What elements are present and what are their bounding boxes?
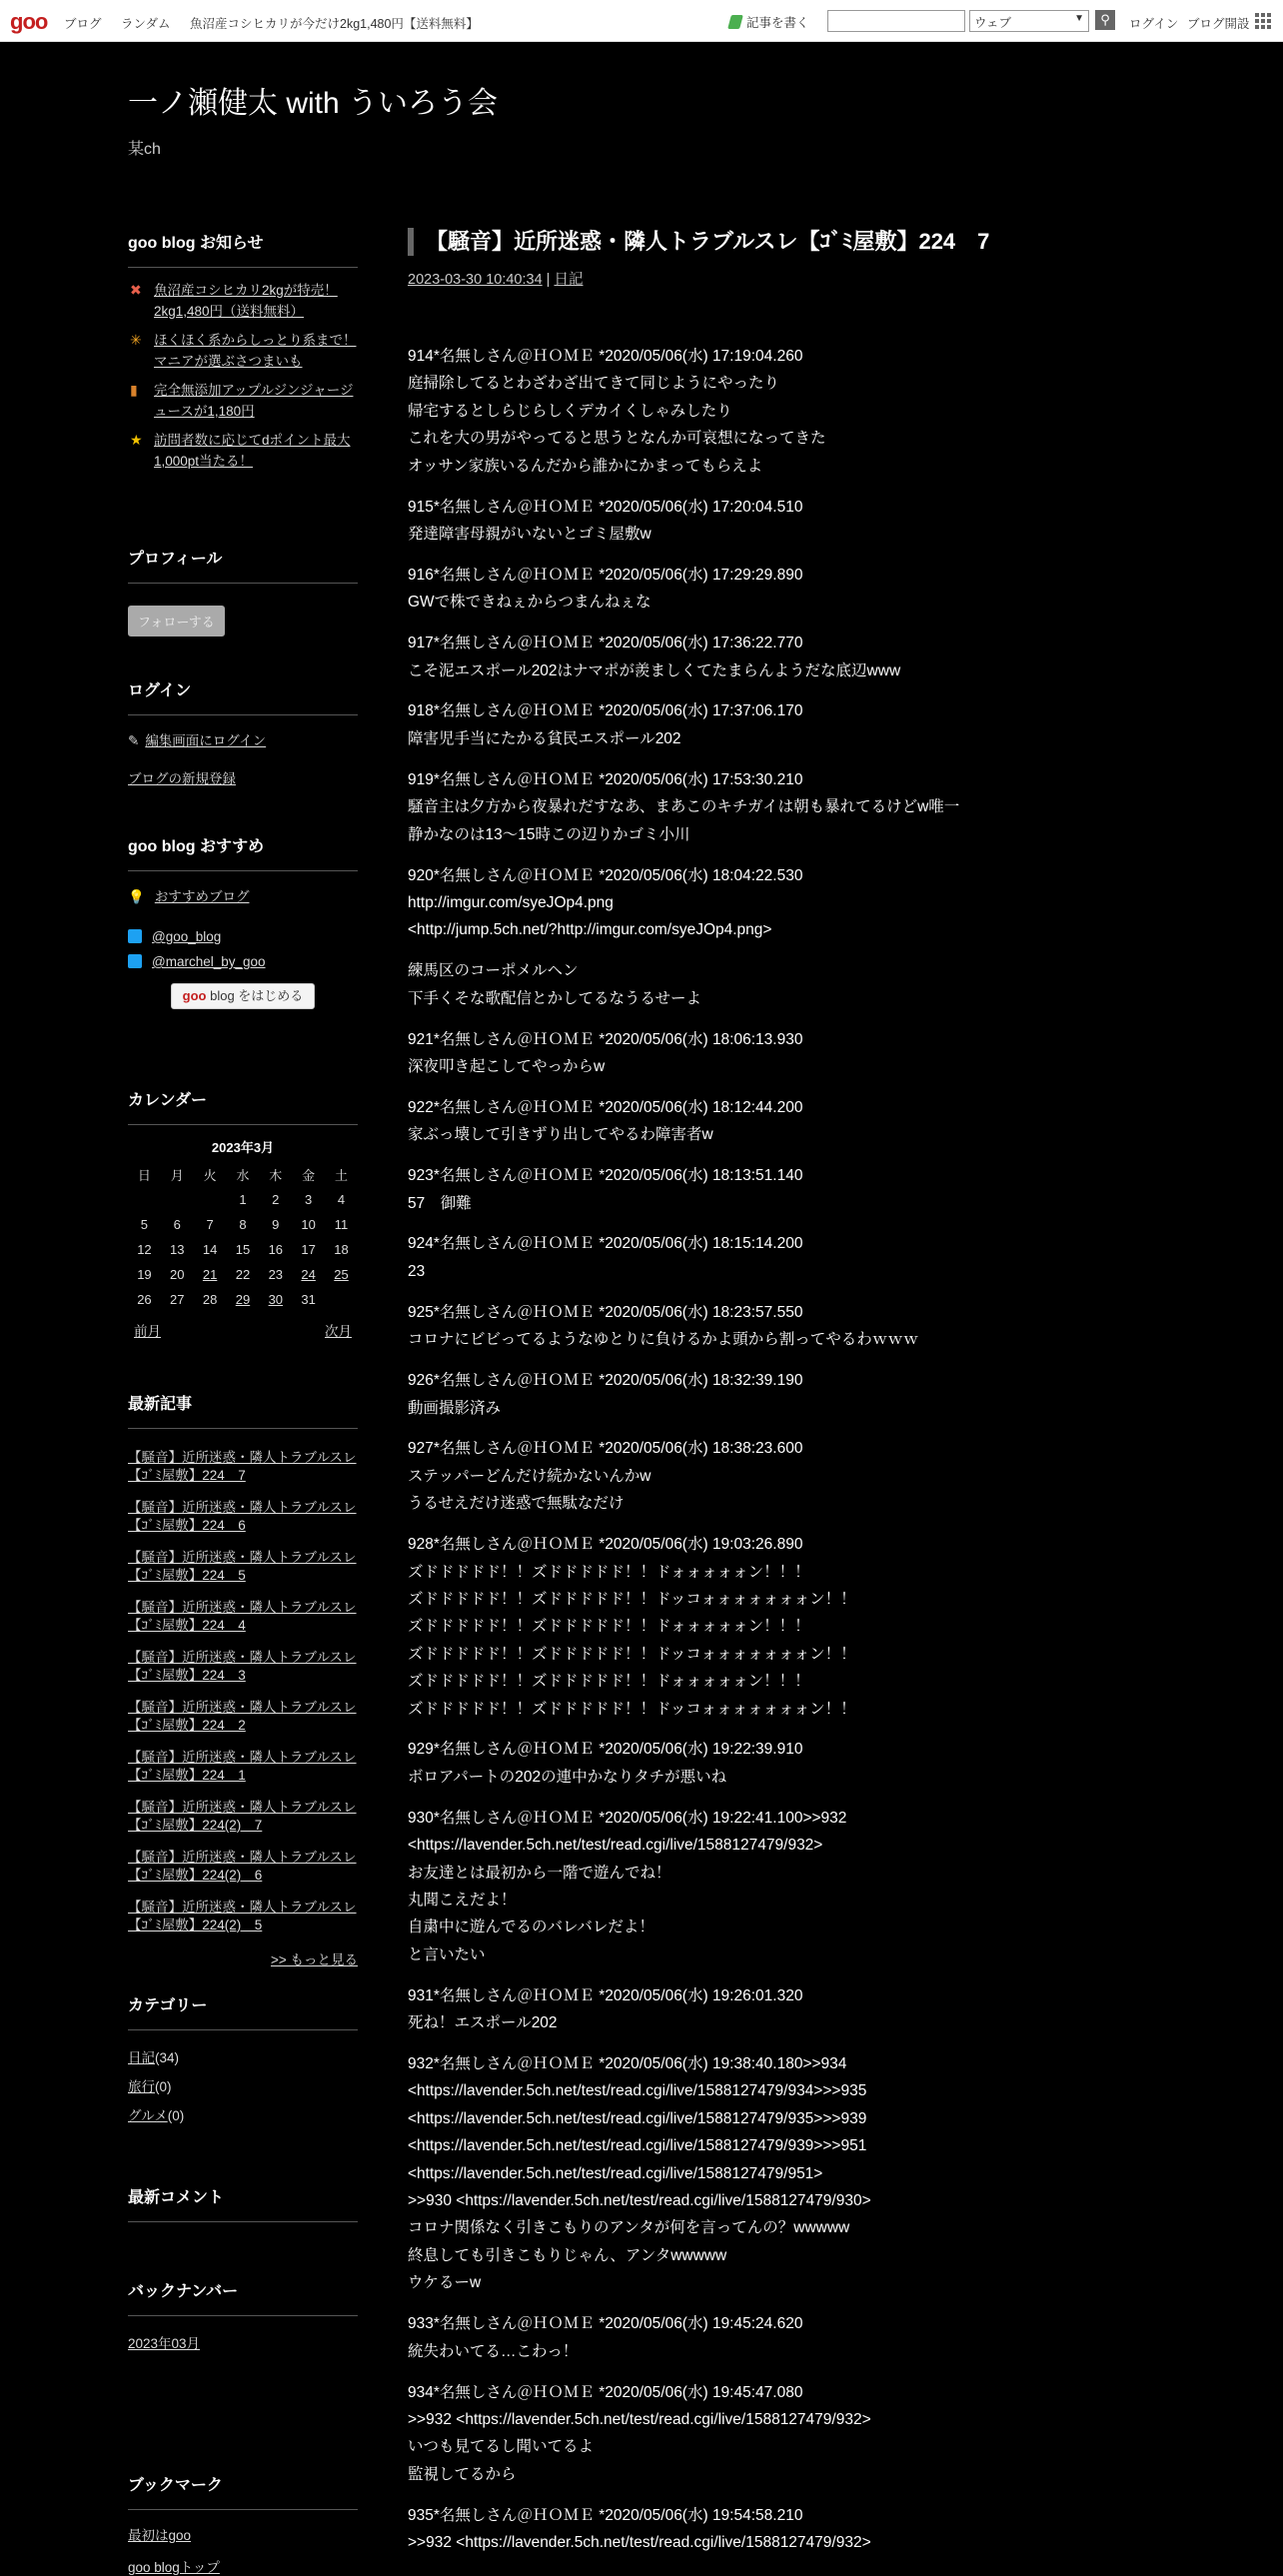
twitter-row[interactable] bbox=[128, 954, 358, 969]
calendar-heading: カレンダー bbox=[128, 1087, 358, 1125]
calendar-day[interactable]: 21 bbox=[202, 1267, 218, 1282]
calendar-nav bbox=[128, 1320, 358, 1340]
calendar-day: 3 bbox=[305, 1192, 313, 1207]
calendar-day: 6 bbox=[173, 1217, 181, 1232]
calendar-day: 11 bbox=[334, 1217, 349, 1232]
calendar-day: 26 bbox=[137, 1292, 152, 1307]
calendar-day: 16 bbox=[268, 1242, 284, 1257]
top-nav bbox=[64, 14, 495, 32]
post-paragraph: 927*名無しさん＠ＨＯＭＥ *2020/05/06(水) 18:38:23.600 ステッパーどんだけ続かないんかw うるせえだけ迷惑で無駄なだけ bbox=[408, 1440, 803, 1513]
goo-brand: goo bbox=[182, 988, 207, 1003]
edit-login-row[interactable] bbox=[128, 729, 358, 749]
category-section bbox=[128, 1992, 358, 2133]
calendar-day bbox=[161, 1187, 194, 1212]
post-paragraph: 932*名無しさん＠ＨＯＭＥ *2020/05/06(水) 19:38:40.180>>934 <https://lavender.5ch.net/test/read.cgi/live/1588127479/934>>>935 <https://lavender.5ch.net/test/read.cgi/live/1588127479/935>>>939 <https://lavender.5ch.net/test/read.cgi/live/1588127479/939>>>951 <https://lavender.5ch.net/test/read.cgi/live/1588127479/951> >>930 <https://lavender.5ch.net/test/read.cgi/live/1588127479/930> コロナ関係なく引きこもりのアンタが何を言ってんの？wwwww 終息しても引きこもりじゃん、アンタwwwww ウケるーw bbox=[408, 2055, 871, 2292]
post-paragraph: 931*名無しさん＠ＨＯＭＥ *2020/05/06(水) 19:26:01.320 死ね！エスポール202 bbox=[408, 1986, 803, 2032]
twitter-row[interactable] bbox=[128, 929, 358, 944]
recommend-heading: goo blog おすすめ bbox=[128, 833, 358, 871]
category-heading: カテゴリー bbox=[128, 1992, 358, 2030]
post-title[interactable]: 【騒音】近所迷惑・隣人トラブルスレ【ｺﾞﾐ屋敷】224 7 bbox=[408, 228, 1087, 256]
calendar-day: 12 bbox=[137, 1242, 152, 1257]
calendar-month: 2023年3月 bbox=[211, 1140, 275, 1155]
twitter-icon bbox=[128, 929, 142, 943]
post-paragraph: 915*名無しさん＠ＨＯＭＥ *2020/05/06(水) 17:20:04.510 発達障害母親がいないとゴミ屋敷w bbox=[408, 498, 803, 543]
calendar-section bbox=[128, 1087, 358, 1340]
calendar-week bbox=[128, 1287, 358, 1312]
calendar-week bbox=[128, 1212, 358, 1237]
post-paragraph: 920*名無しさん＠ＨＯＭＥ *2020/05/06(水) 18:04:22.530 http://imgur.com/syeJOp4.png <http://jump.5ch.net/?http://imgur.com/syeJOp4.png> bbox=[408, 866, 803, 939]
calendar-week bbox=[128, 1262, 358, 1287]
recommend-link[interactable]: おすすめブログ bbox=[154, 889, 250, 904]
calendar-table bbox=[128, 1137, 358, 1312]
prev-month-link[interactable]: 前月 bbox=[134, 1324, 161, 1339]
calendar-week bbox=[128, 1187, 358, 1212]
calendar-weekday: 火 bbox=[203, 1168, 217, 1183]
bookmark-link[interactable]: goo blogトップ bbox=[128, 2560, 220, 2575]
post-article bbox=[408, 228, 1087, 2570]
post-paragraph: 919*名無しさん＠ＨＯＭＥ *2020/05/06(水) 17:53:30.210 騒音主は夕方から夜暴れだすなあ、まあこのキチガイは朝も暴れてるけどw唯一 静かなのは13～15時この辺りかゴミ小川 bbox=[408, 770, 960, 843]
lightbulb-icon: 💡 bbox=[128, 889, 145, 904]
calendar-day[interactable]: 25 bbox=[334, 1267, 349, 1282]
twitter-link-marchel[interactable]: @marchel_by_goo bbox=[152, 954, 266, 969]
bookmark-link[interactable]: 最初はgoo bbox=[128, 2528, 192, 2543]
post-paragraph: 934*名無しさん＠ＨＯＭＥ *2020/05/06(水) 19:45:47.080 >>932 <https://lavender.5ch.net/test/read.cgi/live/1588127479/932> いつも見てるし聞いてるよ 監視してるから bbox=[408, 2383, 871, 2483]
calendar-day: 14 bbox=[202, 1242, 218, 1257]
category-count: (0) bbox=[155, 2079, 172, 2094]
notice-item[interactable] bbox=[128, 430, 358, 472]
calendar-day[interactable]: 29 bbox=[235, 1292, 251, 1307]
category-link[interactable]: 旅行 bbox=[128, 2079, 155, 2094]
calendar-day: 1 bbox=[239, 1192, 247, 1207]
top-bar bbox=[0, 0, 1283, 42]
post-paragraph: 930*名無しさん＠ＨＯＭＥ *2020/05/06(水) 19:22:41.100>>932 <https://lavender.5ch.net/test/read.cgi/live/1588127479/932> お友達とは最初から一階で遊んでね！ 丸聞こえだよ！ 自粛中に遊んでるのバレバレだよ！ と言いたい bbox=[408, 1809, 847, 1963]
juice-icon: ▮ bbox=[130, 382, 138, 398]
write-post-button[interactable] bbox=[729, 13, 809, 31]
notice-item[interactable] bbox=[128, 380, 358, 422]
calendar-day: 9 bbox=[272, 1217, 280, 1232]
recent-post-link[interactable]: 【騒音】近所迷惑・隣人トラブルスレ【ｺﾞﾐ屋敷】224 4 bbox=[128, 1600, 357, 1633]
post-paragraph: 926*名無しさん＠ＨＯＭＥ *2020/05/06(水) 18:32:39.190 動画撮影済み bbox=[408, 1372, 803, 1417]
calendar-weekday: 日 bbox=[137, 1168, 151, 1183]
category-item[interactable] bbox=[128, 2046, 358, 2066]
post-paragraph: 924*名無しさん＠ＨＯＭＥ *2020/05/06(水) 18:15:14.200 23 bbox=[408, 1235, 803, 1280]
notice-item[interactable] bbox=[128, 330, 358, 372]
new-blog-link[interactable]: ブログの新規登録 bbox=[128, 771, 236, 786]
post-meta bbox=[408, 268, 1087, 289]
edit-login-link[interactable]: 編集画面にログイン bbox=[145, 733, 267, 748]
calendar-day: 20 bbox=[170, 1267, 185, 1282]
recent-post-link[interactable]: 【騒音】近所迷惑・隣人トラブルスレ【ｺﾞﾐ屋敷】224(2) 6 bbox=[128, 1850, 357, 1883]
nav-promo-link[interactable]: 魚沼産コシヒカリが今だけ2kg1,480円【送料無料】 bbox=[190, 17, 479, 31]
calendar-day bbox=[128, 1187, 161, 1212]
more-link[interactable]: >> もっと見る bbox=[270, 1952, 358, 1967]
notice-link[interactable]: 完全無添加アップルジンジャージュースが1,180円 bbox=[154, 383, 354, 419]
backnumber-section bbox=[128, 2278, 358, 2352]
bookmark-heading: ブックマーク bbox=[128, 2472, 358, 2510]
calendar-day: 4 bbox=[337, 1192, 346, 1207]
twitter-link-goo-blog[interactable]: @goo_blog bbox=[152, 929, 222, 944]
calendar-day: 15 bbox=[235, 1242, 251, 1257]
notice-item[interactable] bbox=[128, 280, 358, 322]
post-paragraph: 918*名無しさん＠ＨＯＭＥ *2020/05/06(水) 17:37:06.170 障害児手当にたかる貧民エスポール202 bbox=[408, 702, 803, 747]
notices-section bbox=[128, 230, 358, 480]
category-item[interactable] bbox=[128, 2075, 358, 2095]
category-count: (34) bbox=[155, 2050, 180, 2065]
post-body bbox=[408, 343, 1087, 2556]
profile-section bbox=[128, 546, 358, 637]
pencil-icon: ✎ bbox=[128, 733, 140, 748]
open-blog-link[interactable]: ブログ開設 bbox=[1187, 17, 1250, 31]
bookmark-section bbox=[128, 2472, 358, 2576]
calendar-day: 17 bbox=[301, 1242, 316, 1257]
meta-separator: | bbox=[542, 272, 555, 288]
calendar-day: 22 bbox=[235, 1267, 251, 1282]
category-link[interactable]: 日記 bbox=[128, 2050, 155, 2065]
calendar-weekday: 月 bbox=[170, 1168, 184, 1183]
write-post-label: 記事を書く bbox=[746, 16, 809, 30]
calendar-day: 2 bbox=[272, 1192, 280, 1207]
recent-post-link[interactable]: 【騒音】近所迷惑・隣人トラブルスレ【ｺﾞﾐ屋敷】224 7 bbox=[128, 1450, 357, 1483]
nav-blog-link[interactable]: ブログ bbox=[64, 17, 102, 31]
calendar-weekday: 金 bbox=[302, 1168, 316, 1183]
calendar-day[interactable]: 30 bbox=[268, 1292, 284, 1307]
notice-link[interactable]: ほくほく系からしっとり系まで！マニアが選ぶさつまいも bbox=[154, 333, 357, 369]
calendar-day: 19 bbox=[137, 1267, 152, 1282]
post-paragraph: 914*名無しさん＠ＨＯＭＥ *2020/05/06(水) 17:19:04.260 庭掃除してるとわざわざ出てきて同じようにやったり 帰宅するとしらじらしくデカイくしゃみしたり これを大の男がやってると思うとなんか可哀想になってきた オッサン家族いるんだから誰かにかまってもらえよ bbox=[408, 348, 826, 475]
notice-link[interactable]: 訪問者数に応じてdポイント最大1,000pt当たる！ bbox=[154, 433, 351, 469]
calendar-day: 28 bbox=[202, 1292, 218, 1307]
apps-grid-icon[interactable] bbox=[1255, 13, 1271, 29]
calendar-day: 8 bbox=[239, 1217, 247, 1232]
search-scope-value: ウェブ bbox=[974, 16, 1012, 30]
rice-icon: ✖ bbox=[130, 282, 142, 298]
post-paragraph: 933*名無しさん＠ＨＯＭＥ *2020/05/06(水) 19:45:24.620 統失わいてる…こわっ！ bbox=[408, 2315, 803, 2360]
comments-heading: 最新コメント bbox=[128, 2184, 358, 2222]
recent-posts-heading: 最新記事 bbox=[128, 1391, 358, 1429]
sun-icon: ✳ bbox=[130, 332, 142, 348]
category-link[interactable]: グルメ bbox=[128, 2108, 168, 2123]
blog-subtitle: 某ch bbox=[128, 141, 161, 158]
search-button[interactable] bbox=[1095, 10, 1115, 30]
recent-post-link[interactable]: 【騒音】近所迷惑・隣人トラブルスレ【ｺﾞﾐ屋敷】224(2) 7 bbox=[128, 1800, 357, 1833]
post-paragraph: 921*名無しさん＠ＨＯＭＥ *2020/05/06(水) 18:06:13.930 深夜叩き起こしてやっからw bbox=[408, 1030, 803, 1075]
category-item[interactable] bbox=[128, 2104, 358, 2124]
profile-heading: プロフィール bbox=[128, 546, 358, 584]
search-input[interactable] bbox=[827, 10, 965, 32]
calendar-day bbox=[325, 1287, 358, 1312]
search-scope-select[interactable] bbox=[969, 10, 1089, 32]
post-paragraph: 935*名無しさん＠ＨＯＭＥ *2020/05/06(水) 19:54:58.210 >>932 <https://lavender.5ch.net/test/read.cgi/live/1588127479/932> bbox=[408, 2506, 871, 2552]
start-blog-button[interactable] bbox=[171, 983, 315, 1009]
post-paragraph: 925*名無しさん＠ＨＯＭＥ *2020/05/06(水) 18:23:57.550 コロナにビビってるようなゆとりに負けるかよ頭から割ってやるわｗｗｗ bbox=[408, 1303, 919, 1349]
follow-button[interactable]: フォローする bbox=[128, 606, 225, 637]
calendar-weekday: 土 bbox=[335, 1168, 349, 1183]
post-paragraph: 916*名無しさん＠ＨＯＭＥ *2020/05/06(水) 17:29:29.890 GWで株できねぇからつまんねぇな bbox=[408, 566, 803, 612]
recent-post-link[interactable]: 【騒音】近所迷惑・隣人トラブルスレ【ｺﾞﾐ屋敷】224 6 bbox=[128, 1500, 357, 1533]
recent-post-link[interactable]: 【騒音】近所迷惑・隣人トラブルスレ【ｺﾞﾐ屋敷】224(2) 5 bbox=[128, 1900, 357, 1932]
star-icon: ★ bbox=[130, 432, 143, 448]
backnumber-heading: バックナンバー bbox=[128, 2278, 358, 2316]
recent-post-link[interactable]: 【騒音】近所迷惑・隣人トラブルスレ【ｺﾞﾐ屋敷】224 3 bbox=[128, 1650, 357, 1683]
post-category-link[interactable]: 日記 bbox=[554, 272, 584, 288]
next-month-link[interactable]: 次月 bbox=[325, 1324, 352, 1339]
twitter-icon bbox=[128, 954, 142, 968]
post-paragraph: 929*名無しさん＠ＨＯＭＥ *2020/05/06(水) 19:22:39.910 ボロアパートの202の連中かなりタチが悪いね bbox=[408, 1741, 803, 1786]
calendar-day: 5 bbox=[140, 1217, 149, 1232]
category-count: (0) bbox=[167, 2108, 185, 2123]
calendar-day: 23 bbox=[268, 1267, 284, 1282]
calendar-day: 31 bbox=[301, 1292, 316, 1307]
login-link[interactable]: ログイン bbox=[1129, 17, 1179, 31]
calendar-day: 27 bbox=[170, 1292, 185, 1307]
search-icon: ⚲ bbox=[1100, 12, 1110, 27]
goo-logo[interactable]: goo bbox=[10, 9, 48, 34]
post-paragraph: 922*名無しさん＠ＨＯＭＥ *2020/05/06(水) 18:12:44.200 家ぶっ壊して引きずり出してやるわ障害者w bbox=[408, 1098, 803, 1144]
calendar-day: 18 bbox=[334, 1242, 349, 1257]
calendar-week bbox=[128, 1237, 358, 1262]
recent-post-link[interactable]: 【騒音】近所迷惑・隣人トラブルスレ【ｺﾞﾐ屋敷】224 1 bbox=[128, 1750, 357, 1783]
recent-post-link[interactable]: 【騒音】近所迷惑・隣人トラブルスレ【ｺﾞﾐ屋敷】224 2 bbox=[128, 1700, 357, 1733]
calendar-day[interactable]: 24 bbox=[301, 1267, 316, 1282]
login-section bbox=[128, 677, 358, 787]
pen-icon bbox=[727, 15, 743, 29]
post-paragraph: 928*名無しさん＠ＨＯＭＥ *2020/05/06(水) 19:03:26.890 ズドドドドド！！ズドドドドド！！ドォォォォォン！！！ ズドドドドド！！ズドドドドド！！ドッコォォォォォォォン！！ ズドドドドド！！ズドドドドド！！ドォォォォォン！！！ ズドドドドド！！ズドドドドド！！ドッコォォォォォォォン！！ ズドドドドド！！ズドドドドド！！ドォォォォォン！！！ ズドドドドド！！ズドドドドド！！ドッコォォォォォォォン！！ bbox=[408, 1536, 856, 1718]
login-heading: ログイン bbox=[128, 677, 358, 715]
recent-posts-section bbox=[128, 1391, 358, 1968]
chevron-down-icon: ▼ bbox=[1074, 13, 1084, 24]
calendar-day: 13 bbox=[170, 1242, 185, 1257]
recommend-section bbox=[128, 833, 358, 1009]
start-blog-label: blog をはじめる bbox=[206, 988, 304, 1003]
comments-section bbox=[128, 2184, 358, 2234]
notices-heading: goo blog お知らせ bbox=[128, 230, 358, 268]
blog-title[interactable]: 一ノ瀬健太 with ういろう会 bbox=[128, 87, 499, 120]
nav-random-link[interactable]: ランダム bbox=[121, 17, 171, 31]
post-paragraph: 917*名無しさん＠ＨＯＭＥ *2020/05/06(水) 17:36:22.770 こそ泥エスポール202はナマポが羨ましくてたまらんようだな底辺www bbox=[408, 635, 901, 679]
calendar-day: 10 bbox=[301, 1217, 316, 1232]
recommend-row[interactable] bbox=[128, 885, 358, 905]
recent-post-link[interactable]: 【騒音】近所迷惑・隣人トラブルスレ【ｺﾞﾐ屋敷】224 5 bbox=[128, 1550, 357, 1583]
post-date-link[interactable]: 2023-03-30 10:40:34 bbox=[408, 272, 543, 288]
notice-link[interactable]: 魚沼産コシヒカリ2kgが特売！2kg1,480円（送料無料） bbox=[154, 283, 338, 319]
calendar-day bbox=[194, 1187, 227, 1212]
backnumber-link[interactable]: 2023年03月 bbox=[128, 2336, 201, 2351]
post-paragraph: 練馬区のコーポメルヘン 下手くそな歌配信とかしてるなうるせーよ bbox=[408, 962, 702, 1007]
calendar-weekday: 水 bbox=[236, 1168, 250, 1183]
calendar-weekday: 木 bbox=[269, 1168, 283, 1183]
calendar-day: 7 bbox=[206, 1217, 214, 1232]
post-paragraph: 923*名無しさん＠ＨＯＭＥ *2020/05/06(水) 18:13:51.140 57 御難 bbox=[408, 1167, 803, 1212]
